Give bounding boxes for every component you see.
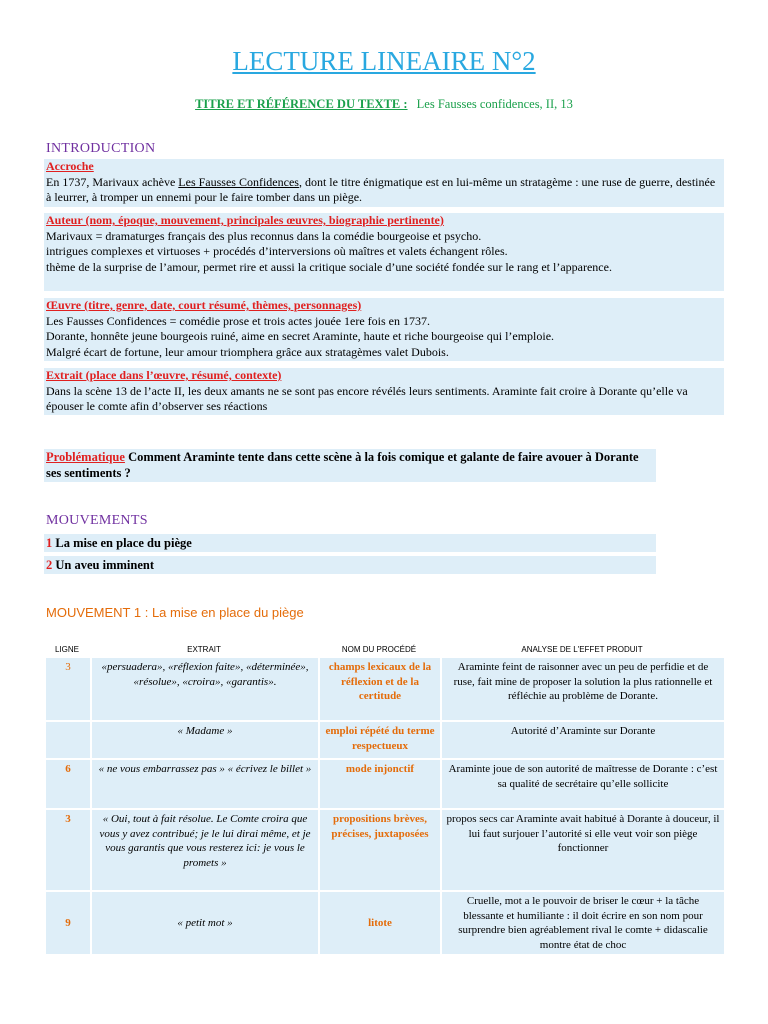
col-header-analyse: ANALYSE DE L'EFFET PRODUIT [521, 645, 643, 654]
table-row [45, 809, 725, 891]
table-row [45, 657, 725, 721]
accroche-heading: Accroche [46, 159, 94, 173]
auteur-heading: Auteur (nom, époque, mouvement, principales œuvres, biographie pertinente) [46, 213, 444, 227]
accroche-section [44, 159, 724, 207]
auteur-section [44, 213, 724, 291]
oeuvre-heading: Œuvre (titre, genre, date, court résumé, thèmes, personnages) [46, 298, 362, 312]
col-header-ligne: LIGNE [54, 645, 79, 654]
cell-procede: champs lexicaux de la réflexion et de la certitude [319, 657, 441, 721]
mouvement-item: 1 La mise en place du piège [44, 534, 656, 552]
cell-procede: litote [319, 891, 441, 955]
cell-extrait: « Oui, tout à fait résolue. Le Comte croira que vous y avez contribué; je le lui dirai même, et je vous garantis que vous resterez ici: je vous le promets » [91, 809, 319, 891]
cell-analyse: Araminte feint de raisonner avec un peu de perfidie et de ruse, fait mine de proposer la solution la plus rationnelle et réfléchie au problème de Dorante. [441, 657, 725, 721]
text-reference [0, 97, 768, 112]
oeuvre-section [44, 298, 724, 361]
text-reference-value: Les Fausses confidences, II, 13 [416, 97, 573, 111]
problematique-box [44, 449, 656, 482]
cell-ligne [45, 721, 91, 759]
extrait-text: Dans la scène 13 de l’acte II, les deux amants ne se sont pas encore révélés leurs sentiments. Araminte fait croire à Dorante qu’elle va épouser le comte afin d’observer ses réactions [46, 383, 688, 413]
auteur-line: intrigues complexes et virtuoses + procédés d’interversions où maîtres et valets échangent rôles. [46, 244, 508, 258]
accroche-text: En 1737, Marivaux achève Les Fausses Confidences, dont le titre énigmatique est en lui-même un stratagème : une ruse de guerre, destinée à leurrer, à tromper un ennemi pour le faire tomber dans un piège. [46, 174, 716, 204]
table-row [45, 891, 725, 955]
problematique-text: Comment Araminte tente dans cette scène à la fois comique et galante de faire avouer à Dorante ses sentiments ? [46, 450, 639, 480]
cell-procede: propositions brèves, précises, juxtaposées [319, 809, 441, 891]
oeuvre-line: Malgré écart de fortune, leur amour triomphera grâce aux stratagèmes valet Dubois. [46, 344, 449, 359]
mouvements-heading: MOUVEMENTS [46, 513, 148, 528]
auteur-line: Marivaux = dramaturges français des plus reconnus dans la comédie bourgeoise et psycho. [46, 228, 482, 243]
oeuvre-line: Les Fausses Confidences = comédie prose et trois actes jouée 1ere fois en 1737. [46, 313, 430, 328]
cell-ligne: 9 [45, 891, 91, 955]
page-title: LECTURE LINEAIRE N°2 [232, 46, 536, 76]
extrait-section [44, 368, 724, 415]
oeuvre-line: Dorante, honnête jeune bourgeois ruiné, aime en secret Araminte, haute et riche bourgeoise qui l’emploie. [46, 329, 555, 343]
cell-ligne: 3 [45, 809, 91, 891]
cell-procede: emploi répété du terme respectueux [319, 721, 441, 759]
cell-extrait: «persuadera», «réflexion faite», «déterminée», «résolue», «croira», «garantis». [91, 657, 319, 721]
work-title-link: Les Fausses Confidences [178, 174, 299, 189]
cell-analyse: Araminte joue de son autorité de maîtresse de Dorante : c’est sa qualité de secrétaire qu’elle sollicite [441, 759, 725, 809]
cell-extrait: « petit mot » [91, 891, 319, 955]
text-reference-label: TITRE ET RÉFÉRENCE DU TEXTE : [195, 97, 408, 111]
auteur-line: thème de la surprise de l’amour, permet rire et aussi la critique sociale d’une société fondée sur le rang et l’apparence. [46, 259, 612, 274]
col-header-procede: NOM DU PROCÉDÉ [341, 645, 417, 654]
cell-extrait: « ne vous embarrassez pas » « écrivez le billet » [91, 759, 319, 809]
cell-procede: mode injonctif [319, 759, 441, 809]
mouvement-item: 2 Un aveu imminent [44, 556, 656, 574]
table-row [45, 721, 725, 759]
cell-analyse: propos secs car Araminte avait habitué à Dorante à douceur, il lui faut surjouer l’autorité si elle veut voir son piège fonctionner [441, 809, 725, 891]
cell-analyse: Autorité d’Araminte sur Dorante [441, 721, 725, 759]
cell-extrait: « Madame » [91, 721, 319, 759]
cell-ligne: 6 [45, 759, 91, 809]
mouvement1-heading: MOUVEMENT 1 : La mise en place du piège [46, 605, 304, 620]
introduction-heading: INTRODUCTION [46, 141, 156, 156]
table-row [45, 759, 725, 809]
cell-ligne: 3 [45, 657, 91, 721]
cell-analyse: Cruelle, mot a le pouvoir de briser le cœur + la tâche blessante et humiliante : il doit écrire en son nom pour surprendre bien agréablement rival le comte + didascalie montre état de choc [441, 891, 725, 955]
analysis-table [44, 656, 726, 956]
col-header-extrait: EXTRAIT [187, 645, 221, 654]
problematique-label: Problématique [46, 450, 125, 464]
extrait-heading: Extrait (place dans l’œuvre, résumé, contexte) [46, 368, 282, 382]
